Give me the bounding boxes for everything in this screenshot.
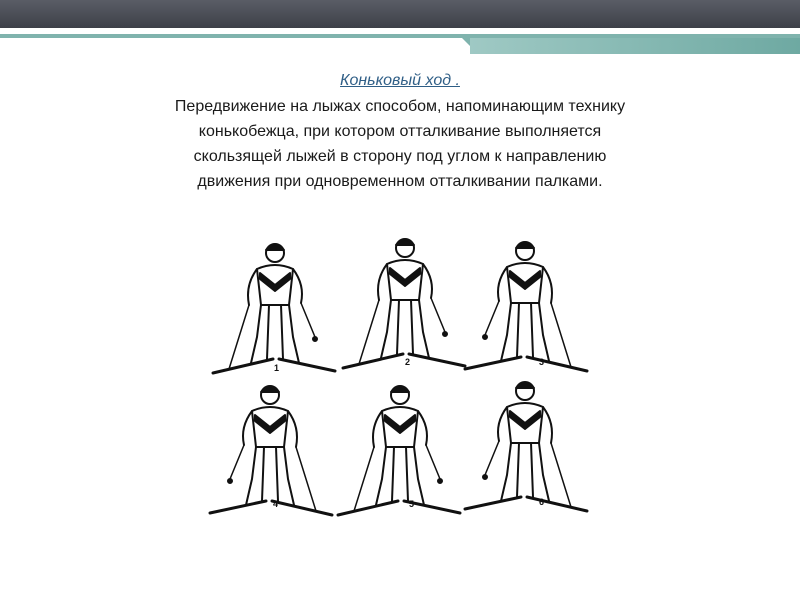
skating-technique-illustration xyxy=(195,225,615,530)
accent-notch xyxy=(462,38,470,46)
skier-figure xyxy=(338,386,460,515)
figure-number: 5 xyxy=(409,499,415,509)
description-line: Передвижение на лыжах способом, напоминающим технику xyxy=(174,98,626,115)
skier-figure xyxy=(465,242,587,371)
header-bar xyxy=(0,0,800,28)
figure-number: 4 xyxy=(273,499,279,509)
accent-block xyxy=(470,38,800,54)
description-line: движения при одновременном отталкивании палками. xyxy=(197,173,603,190)
figure-number: 6 xyxy=(539,497,545,507)
skier-figure xyxy=(343,239,465,368)
description-line: конькобежца, при котором отталкивание выполняется xyxy=(198,123,602,140)
slide-heading: Коньковый ход . xyxy=(340,72,460,89)
slide-text xyxy=(110,72,690,194)
skier-figure xyxy=(213,244,335,373)
slide-description xyxy=(110,94,690,194)
figure-number: 2 xyxy=(405,357,411,367)
skier-figure xyxy=(465,382,587,511)
description-line: скользящей лыжей в сторону под углом к направлению xyxy=(193,148,607,165)
figure-number: 1 xyxy=(274,363,280,373)
skier-figure xyxy=(210,386,332,515)
figure-number: 3 xyxy=(539,357,545,367)
